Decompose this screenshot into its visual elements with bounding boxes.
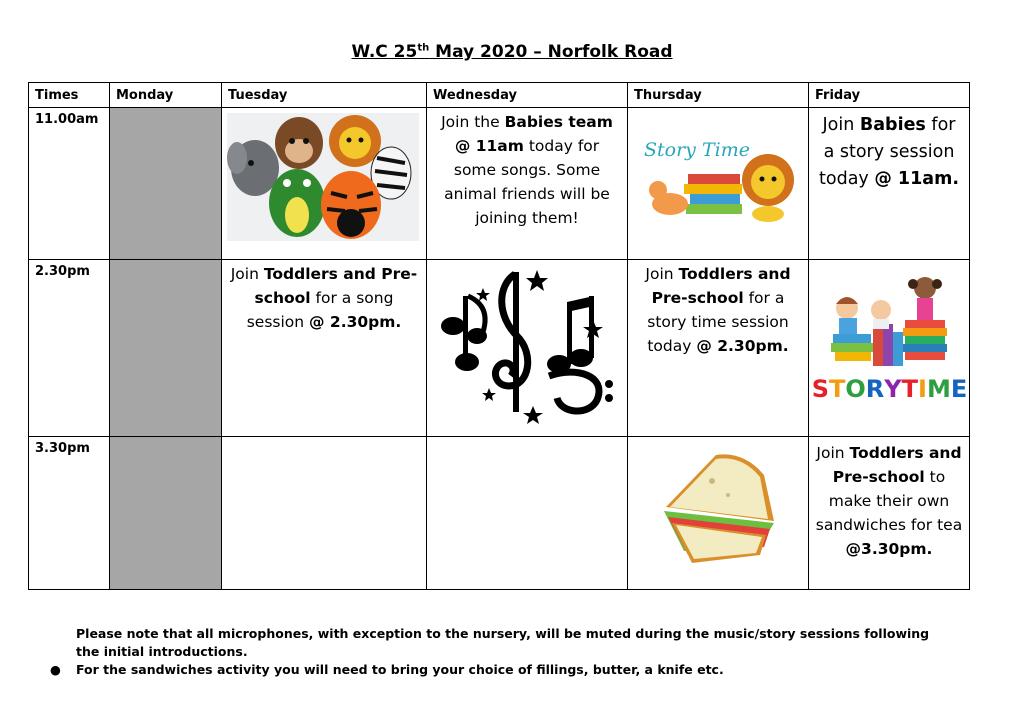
table-row [29, 260, 970, 437]
thursday-activity-text: Join Toddlers and Pre-school for a story time session today @ 2.30pm. [645, 265, 791, 355]
monday-cell [110, 437, 222, 590]
wednesday-cell [427, 108, 628, 260]
tuesday-cell [222, 108, 427, 260]
storytime-image [809, 260, 969, 403]
storytime-letter: S [811, 375, 830, 403]
friday-cell [809, 260, 970, 437]
col-header-monday: Monday [110, 83, 222, 108]
storytime-letter: M [926, 375, 951, 403]
storytime-letter: Y [884, 375, 902, 403]
storytime-letter: T [829, 375, 846, 403]
table-row [29, 108, 970, 260]
wednesday-cell [427, 260, 628, 437]
time-cell: 11.00am [29, 108, 110, 260]
bullet-item [50, 662, 724, 677]
sandwich-image [628, 437, 808, 569]
puppets-image [222, 108, 426, 241]
friday-cell [809, 108, 970, 260]
monday-cell [110, 260, 222, 437]
storytime-letter: O [845, 375, 866, 403]
col-header-friday: Friday [809, 83, 970, 108]
friday-activity-text: Join Babies for a story session today @ 11am. [819, 115, 959, 189]
col-header-times: Times [29, 83, 110, 108]
tuesday-activity-text: Join Toddlers and Pre-school for a song session @ 2.30pm. [230, 265, 418, 331]
storytime-letter: I [918, 375, 927, 403]
col-header-wednesday: Wednesday [427, 83, 628, 108]
bullet-icon: ● [50, 662, 61, 677]
storytime-letter: E [950, 375, 968, 403]
thursday-cell [628, 437, 809, 590]
wednesday-activity-text: Join the Babies team @ 11am today for some songs. Some animal friends will be joining them! [441, 113, 613, 227]
header-row [29, 83, 970, 108]
time-cell: 2.30pm [29, 260, 110, 437]
time-cell: 3.30pm [29, 437, 110, 590]
microphone-note: Please note that all microphones, with exception to the nursery, will be muted during the music/story sessions following the initial introductions. [76, 626, 930, 659]
story-time-image [628, 108, 808, 224]
friday-cell [809, 437, 970, 590]
bullet-text: For the sandwiches activity you will need to bring your choice of fillings, butter, a knife etc. [76, 662, 724, 677]
tuesday-cell [222, 260, 427, 437]
wednesday-cell [427, 437, 628, 590]
thursday-cell [628, 108, 809, 260]
storytime-letter: R [865, 375, 885, 403]
col-header-thursday: Thursday [628, 83, 809, 108]
table-row [29, 437, 970, 590]
music-notes-image [427, 260, 627, 426]
tuesday-cell [222, 437, 427, 590]
thursday-cell [628, 260, 809, 437]
story-time-label: Story Time [644, 139, 750, 161]
col-header-tuesday: Tuesday [222, 83, 427, 108]
storytime-letter: T [901, 375, 919, 403]
page-title: W.C 25th May 2020 – Norfolk Road [351, 42, 673, 62]
monday-cell [110, 108, 222, 260]
friday-activity-text: Join Toddlers and Pre-school to make their own sandwiches for tea @3.30pm. [815, 444, 963, 558]
schedule-table [28, 82, 970, 590]
storytime-word [811, 375, 968, 403]
